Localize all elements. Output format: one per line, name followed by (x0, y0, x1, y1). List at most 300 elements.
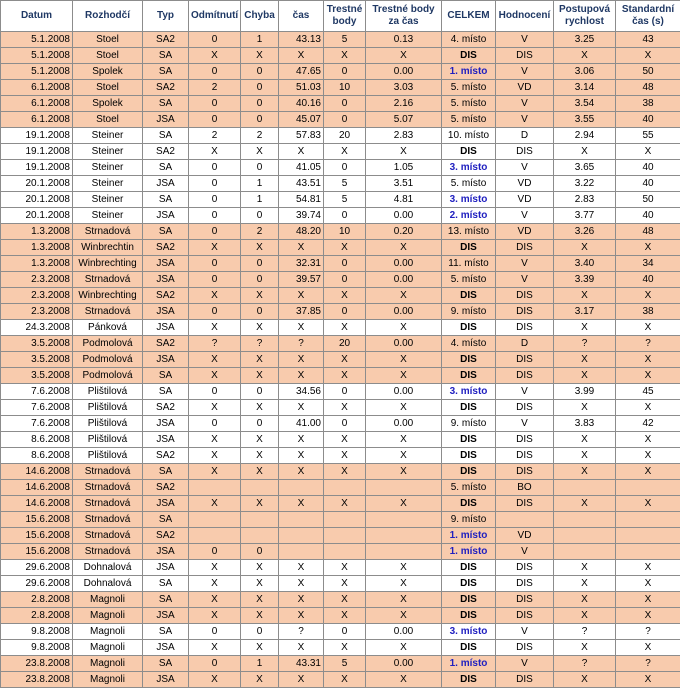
table-cell (241, 528, 279, 544)
table-cell: 50 (616, 192, 680, 208)
table-cell: X (324, 672, 366, 688)
table-cell: X (324, 608, 366, 624)
table-row (1, 304, 680, 320)
table-cell: X (279, 240, 324, 256)
table-cell: X (554, 640, 616, 656)
table-cell (189, 480, 241, 496)
table-cell: X (189, 496, 241, 512)
table-cell: SA (143, 96, 189, 112)
table-cell: X (616, 368, 680, 384)
table-cell: ? (616, 336, 680, 352)
table-cell: X (189, 48, 241, 64)
table-cell: JSA (143, 432, 189, 448)
table-cell: X (189, 592, 241, 608)
table-cell: DIS (442, 400, 496, 416)
table-cell: 7.6.2008 (1, 384, 73, 400)
table-cell: 0 (189, 656, 241, 672)
table-cell: Plištilová (73, 384, 143, 400)
table-cell: 0 (189, 176, 241, 192)
table-cell: 1 (241, 176, 279, 192)
table-cell: X (554, 48, 616, 64)
table-row (1, 672, 680, 688)
table-cell: JSA (143, 352, 189, 368)
table-cell: Steiner (73, 176, 143, 192)
table-cell: X (189, 464, 241, 480)
table-cell: X (616, 352, 680, 368)
table-row (1, 656, 680, 672)
table-cell: 55 (616, 128, 680, 144)
table-cell: X (366, 368, 442, 384)
table-row (1, 256, 680, 272)
table-cell: V (496, 256, 554, 272)
table-cell: V (496, 112, 554, 128)
table-cell: X (324, 144, 366, 160)
table-cell: 1.3.2008 (1, 224, 73, 240)
table-cell: 1.3.2008 (1, 256, 73, 272)
table-cell: X (366, 400, 442, 416)
table-row (1, 80, 680, 96)
table-cell: Steiner (73, 128, 143, 144)
table-cell: 3.55 (554, 112, 616, 128)
table-cell: 2.83 (366, 128, 442, 144)
table-cell: X (241, 496, 279, 512)
table-cell: X (189, 560, 241, 576)
table-cell: 0 (241, 96, 279, 112)
table-cell: X (279, 352, 324, 368)
table-body (1, 32, 680, 688)
table-cell: 1. místo (442, 544, 496, 560)
table-cell: SA (143, 512, 189, 528)
table-cell: DIS (442, 448, 496, 464)
table-cell (366, 512, 442, 528)
table-cell: DIS (496, 464, 554, 480)
table-cell: SA (143, 224, 189, 240)
column-header: Hodnocení (496, 1, 554, 32)
table-cell: X (189, 672, 241, 688)
table-cell: X (616, 608, 680, 624)
table-cell: X (366, 640, 442, 656)
table-cell: ? (241, 336, 279, 352)
table-cell: 3.77 (554, 208, 616, 224)
column-header: Standardní čas (s) (616, 1, 680, 32)
table-cell: X (366, 48, 442, 64)
table-cell: X (241, 288, 279, 304)
table-cell: X (189, 320, 241, 336)
table-cell: DIS (442, 288, 496, 304)
table-cell (496, 512, 554, 528)
table-cell: 48 (616, 224, 680, 240)
table-cell (324, 544, 366, 560)
table-cell: DIS (496, 496, 554, 512)
table-cell: 0 (189, 624, 241, 640)
table-cell: 45.07 (279, 112, 324, 128)
table-cell: 5. místo (442, 96, 496, 112)
table-row (1, 48, 680, 64)
table-cell: SA (143, 624, 189, 640)
table-cell: 0 (189, 304, 241, 320)
table-cell: X (241, 368, 279, 384)
table-cell: 0.00 (366, 416, 442, 432)
table-cell: V (496, 64, 554, 80)
table-cell: Podmolová (73, 352, 143, 368)
table-cell: Winbrechting (73, 288, 143, 304)
table-cell: X (279, 48, 324, 64)
table-cell: V (496, 160, 554, 176)
table-cell: X (189, 400, 241, 416)
table-cell: 0 (241, 160, 279, 176)
table-cell: 9.8.2008 (1, 624, 73, 640)
table-cell: X (616, 400, 680, 416)
table-row (1, 384, 680, 400)
table-cell: X (366, 288, 442, 304)
table-cell: X (616, 240, 680, 256)
table-cell: X (616, 320, 680, 336)
table-cell: 0 (241, 272, 279, 288)
table-cell: 0 (324, 304, 366, 320)
table-cell: 0 (189, 544, 241, 560)
table-cell: JSA (143, 416, 189, 432)
table-row (1, 400, 680, 416)
table-cell: DIS (496, 352, 554, 368)
table-cell: Dohnalová (73, 576, 143, 592)
table-cell: 0.00 (366, 656, 442, 672)
table-row (1, 368, 680, 384)
table-cell: 2 (189, 128, 241, 144)
table-cell: 1.05 (366, 160, 442, 176)
table-cell: Magnoli (73, 592, 143, 608)
table-cell: 42 (616, 416, 680, 432)
table-cell: 0 (189, 64, 241, 80)
table-cell: SA2 (143, 400, 189, 416)
table-cell: 47.65 (279, 64, 324, 80)
table-cell: 5 (324, 32, 366, 48)
table-cell: DIS (496, 592, 554, 608)
table-cell: 2.83 (554, 192, 616, 208)
table-cell: 3. místo (442, 384, 496, 400)
table-cell: 14.6.2008 (1, 464, 73, 480)
table-cell: X (241, 432, 279, 448)
table-cell: 40 (616, 272, 680, 288)
table-cell: 2 (189, 80, 241, 96)
table-cell: SA2 (143, 144, 189, 160)
table-cell: 3.54 (554, 96, 616, 112)
table-cell: X (366, 592, 442, 608)
table-cell: SA (143, 160, 189, 176)
table-cell: X (324, 320, 366, 336)
table-cell: 43.51 (279, 176, 324, 192)
table-cell (554, 544, 616, 560)
table-cell: Strnadová (73, 496, 143, 512)
table-cell: JSA (143, 640, 189, 656)
table-cell: Magnoli (73, 608, 143, 624)
table-cell: SA (143, 192, 189, 208)
table-cell: SA (143, 592, 189, 608)
table-cell: DIS (496, 672, 554, 688)
table-cell: X (554, 592, 616, 608)
table-cell: 5. místo (442, 176, 496, 192)
table-cell: 5.07 (366, 112, 442, 128)
table-cell: SA (143, 48, 189, 64)
table-cell: X (554, 240, 616, 256)
table-cell: 0.00 (366, 624, 442, 640)
table-cell: V (496, 384, 554, 400)
table-cell: 9. místo (442, 416, 496, 432)
table-cell: SA2 (143, 32, 189, 48)
table-cell: 0 (241, 208, 279, 224)
table-cell: Steiner (73, 208, 143, 224)
table-cell: 2 (241, 128, 279, 144)
table-cell: 34.56 (279, 384, 324, 400)
table-cell: X (554, 352, 616, 368)
table-cell: V (496, 208, 554, 224)
table-cell: X (279, 640, 324, 656)
table-cell: 54.81 (279, 192, 324, 208)
table-cell: X (324, 464, 366, 480)
table-cell: DIS (442, 432, 496, 448)
table-row (1, 592, 680, 608)
table-cell: Magnoli (73, 640, 143, 656)
table-cell: DIS (442, 608, 496, 624)
table-row (1, 288, 680, 304)
table-cell: 3.26 (554, 224, 616, 240)
table-cell: X (324, 352, 366, 368)
table-cell: 32.31 (279, 256, 324, 272)
table-cell: X (241, 352, 279, 368)
table-cell: Pánková (73, 320, 143, 336)
table-cell: 20 (324, 128, 366, 144)
table-row (1, 64, 680, 80)
table-cell: Dohnalová (73, 560, 143, 576)
table-cell: DIS (442, 496, 496, 512)
table-cell: DIS (496, 448, 554, 464)
table-cell (554, 512, 616, 528)
table-cell: X (189, 576, 241, 592)
table-cell: X (554, 560, 616, 576)
table-cell: Strnadová (73, 512, 143, 528)
table-row (1, 432, 680, 448)
table-cell: Plištilová (73, 432, 143, 448)
table-cell: V (496, 32, 554, 48)
table-cell: 0 (324, 160, 366, 176)
table-cell: 0 (189, 208, 241, 224)
table-row (1, 240, 680, 256)
table-cell (324, 480, 366, 496)
table-cell: X (241, 576, 279, 592)
table-cell: X (279, 592, 324, 608)
table-cell: X (554, 320, 616, 336)
table-cell: X (554, 144, 616, 160)
table-cell: X (616, 496, 680, 512)
table-cell: 5 (324, 192, 366, 208)
table-cell: 0.00 (366, 208, 442, 224)
column-header: Rozhodčí (73, 1, 143, 32)
table-row (1, 608, 680, 624)
table-cell: 0 (324, 384, 366, 400)
table-cell: X (279, 368, 324, 384)
table-cell: X (554, 432, 616, 448)
table-cell: 3.5.2008 (1, 336, 73, 352)
table-cell: 0 (324, 256, 366, 272)
table-cell: 5.1.2008 (1, 64, 73, 80)
table-cell: 3.51 (366, 176, 442, 192)
table-cell: 6.1.2008 (1, 96, 73, 112)
table-cell: X (279, 288, 324, 304)
table-cell (616, 480, 680, 496)
table-cell: X (241, 144, 279, 160)
table-cell: X (279, 320, 324, 336)
table-cell: 40 (616, 176, 680, 192)
table-cell: X (279, 400, 324, 416)
table-row (1, 528, 680, 544)
table-cell: 3.5.2008 (1, 368, 73, 384)
table-row (1, 560, 680, 576)
table-cell: X (616, 48, 680, 64)
table-row (1, 496, 680, 512)
table-cell: 3.5.2008 (1, 352, 73, 368)
table-cell: 20.1.2008 (1, 208, 73, 224)
table-cell: X (324, 48, 366, 64)
table-cell: 51.03 (279, 80, 324, 96)
table-cell: ? (554, 624, 616, 640)
table-cell: 4. místo (442, 336, 496, 352)
table-cell: SA (143, 128, 189, 144)
table-cell: 15.6.2008 (1, 512, 73, 528)
table-cell: 0 (189, 96, 241, 112)
table-cell: X (241, 592, 279, 608)
table-cell: 19.1.2008 (1, 144, 73, 160)
table-cell: DIS (496, 640, 554, 656)
table-cell: X (554, 448, 616, 464)
table-cell: 38 (616, 96, 680, 112)
table-cell: DIS (496, 240, 554, 256)
table-cell: 5. místo (442, 272, 496, 288)
table-cell (279, 528, 324, 544)
table-cell: X (241, 640, 279, 656)
table-cell: 43 (616, 32, 680, 48)
table-cell: JSA (143, 304, 189, 320)
table-cell: X (366, 464, 442, 480)
table-cell: DIS (496, 432, 554, 448)
table-row (1, 112, 680, 128)
table-cell: 7.6.2008 (1, 400, 73, 416)
table-cell: 0 (324, 64, 366, 80)
table-cell: 1. místo (442, 528, 496, 544)
table-cell: 0 (324, 624, 366, 640)
table-cell: DIS (442, 240, 496, 256)
table-cell: Stoel (73, 112, 143, 128)
table-cell (189, 528, 241, 544)
table-cell: X (366, 608, 442, 624)
table-cell: DIS (496, 144, 554, 160)
table-cell: 0.13 (366, 32, 442, 48)
table-cell: Strnadová (73, 480, 143, 496)
table-cell: X (554, 496, 616, 512)
table-cell: D (496, 336, 554, 352)
table-cell: X (189, 608, 241, 624)
table-cell: X (279, 496, 324, 512)
table-cell (366, 528, 442, 544)
table-cell: SA (143, 656, 189, 672)
table-cell: 43.13 (279, 32, 324, 48)
table-cell: Spolek (73, 96, 143, 112)
table-cell: 37.85 (279, 304, 324, 320)
table-cell: DIS (442, 368, 496, 384)
table-cell: 2.3.2008 (1, 272, 73, 288)
table-cell: D (496, 128, 554, 144)
table-cell: 13. místo (442, 224, 496, 240)
table-cell: Winbrechtin (73, 240, 143, 256)
table-cell: 0.00 (366, 256, 442, 272)
table-cell: 11. místo (442, 256, 496, 272)
table-cell: SA2 (143, 288, 189, 304)
table-cell: Strnadová (73, 528, 143, 544)
table-cell: DIS (496, 576, 554, 592)
table-cell: 3.14 (554, 80, 616, 96)
table-cell: 9. místo (442, 304, 496, 320)
table-cell: 0 (189, 256, 241, 272)
table-cell: Stoel (73, 32, 143, 48)
table-cell: 1.3.2008 (1, 240, 73, 256)
table-cell: 0.00 (366, 64, 442, 80)
table-cell (616, 544, 680, 560)
table-cell: 0 (241, 624, 279, 640)
table-cell: JSA (143, 608, 189, 624)
table-cell (554, 480, 616, 496)
table-cell: 3.40 (554, 256, 616, 272)
table-cell: SA2 (143, 480, 189, 496)
table-cell (616, 512, 680, 528)
table-cell: 3. místo (442, 192, 496, 208)
table-cell: JSA (143, 272, 189, 288)
table-cell: 5. místo (442, 80, 496, 96)
table-cell: 0.20 (366, 224, 442, 240)
table-cell: 3.06 (554, 64, 616, 80)
table-cell: 5 (324, 176, 366, 192)
table-row (1, 128, 680, 144)
table-cell: 3.39 (554, 272, 616, 288)
table-cell: 6.1.2008 (1, 112, 73, 128)
table-cell: 5 (324, 656, 366, 672)
column-header: Datum (1, 1, 73, 32)
table-cell: ? (554, 656, 616, 672)
table-cell: 1 (241, 656, 279, 672)
table-cell: 1. místo (442, 656, 496, 672)
table-row (1, 176, 680, 192)
table-cell: 0 (189, 32, 241, 48)
table-cell: 39.57 (279, 272, 324, 288)
table-cell: JSA (143, 320, 189, 336)
table-cell: 34 (616, 256, 680, 272)
table-cell: 5.1.2008 (1, 48, 73, 64)
table-cell: JSA (143, 496, 189, 512)
table-row (1, 416, 680, 432)
table-cell: 9.8.2008 (1, 640, 73, 656)
table-cell: DIS (442, 672, 496, 688)
table-cell: X (554, 400, 616, 416)
table-cell: 15.6.2008 (1, 528, 73, 544)
table-cell: DIS (496, 400, 554, 416)
table-cell: X (241, 464, 279, 480)
table-cell: X (189, 352, 241, 368)
column-header: Chyba (241, 1, 279, 32)
table-cell: JSA (143, 208, 189, 224)
table-cell: VD (496, 80, 554, 96)
table-cell: X (616, 288, 680, 304)
table-cell: X (241, 400, 279, 416)
table-row (1, 464, 680, 480)
table-cell: V (496, 656, 554, 672)
table-cell: 4.81 (366, 192, 442, 208)
